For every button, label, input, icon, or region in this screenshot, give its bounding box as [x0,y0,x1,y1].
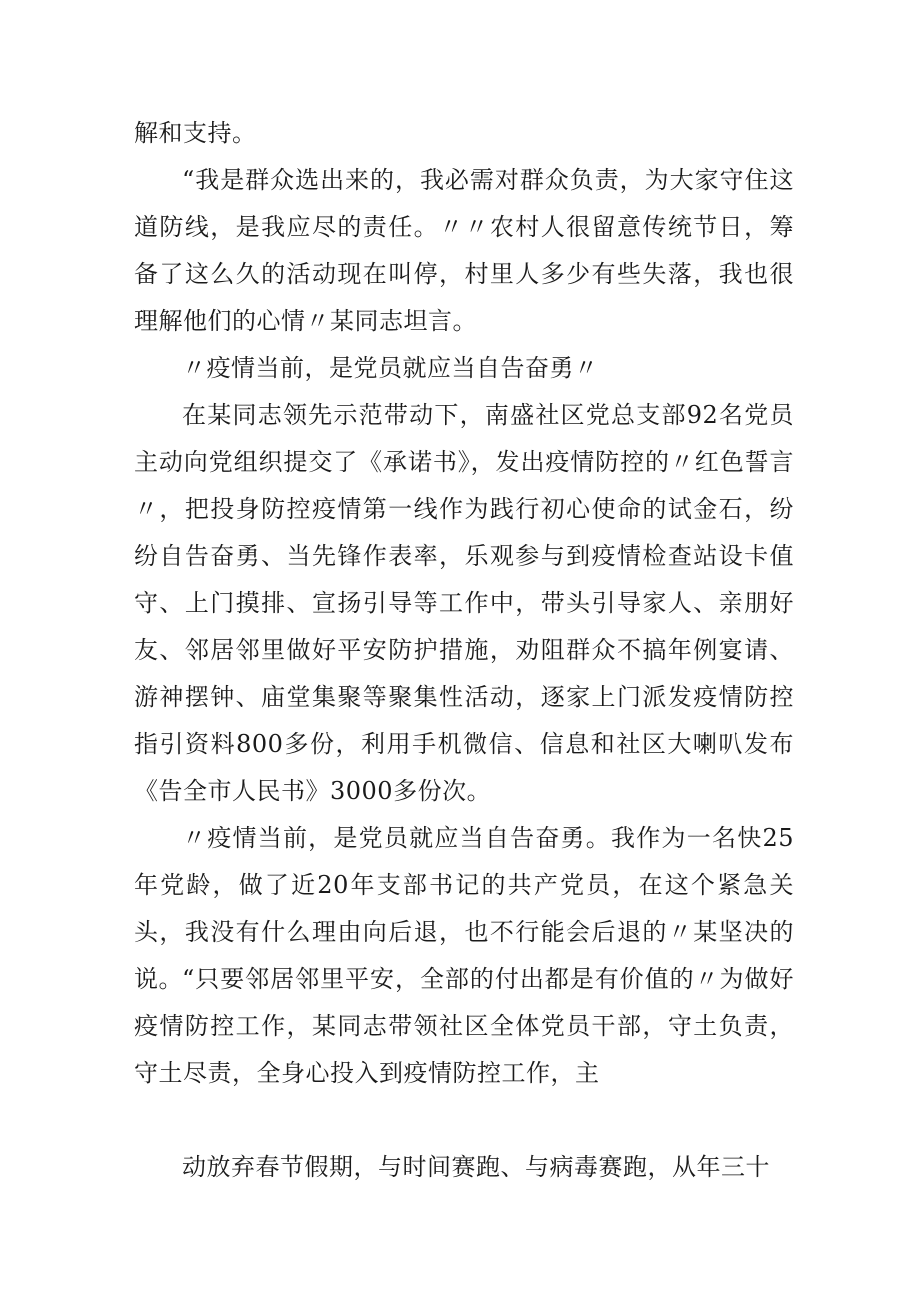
paragraph-continuation: 解和支持。 [134,119,257,147]
paragraph-quote-neighbors: “只要邻居邻里平安，全部的付出都是有价值的〃为做好疫情防控工作，某同志带领社区全体党员干部，守土负责，守土尽责，全身心投入到疫情防控工作，主 [134,965,794,1087]
paragraph-party-members: 在某同志领先示范带动下，南盛社区党总支部92名党员主动向党组织提交了《承诺书》，发出疫情防控的〃红色誓言〃，把投身防控疫情第一线作为践行初心使命的试金石，纷纷自告奋勇、当先锋作表率，乐观参与到疫情检查站设卡值守、上门摸排、宣扬引导等工作中，带头引导家人、亲朋好友、邻居邻里做好平安防护措施，劝阻群众不搞年例宴请、游神摆钟、庙堂集聚等聚集性活动，逐家上门派发疫情防控指引资料800多份，利用手机微信、信息和社区大喇叭发布《告全市人民书》3000多份次。 [134,401,794,805]
paragraph-spring-festival: 动放弃春节假期，与时间赛跑、与病毒赛跑，从年三十 [182,1153,770,1181]
section-heading: 〃疫情当前，是党员就应当自告奋勇〃 [182,354,599,382]
paragraph-quote-party-age: 〃疫情当前，是党员就应当自告奋勇。我作为一名快25年党龄，做了近20年支部书记的共产党员，在这个紧急关头，我没有什么理由向后退，也不行能会后退的〃某坚决的说。 [134,824,794,993]
paragraph-quote-responsibility: “我是群众选出来的，我必需对群众负责，为大家守住这道防线，是我应尽的责任。〃〃农村人很留意传统节日，筹备了这么久的活动现在叫停，村里人多少有些失落，我也很理解他们的心情〃某同志坦言。 [134,166,794,335]
